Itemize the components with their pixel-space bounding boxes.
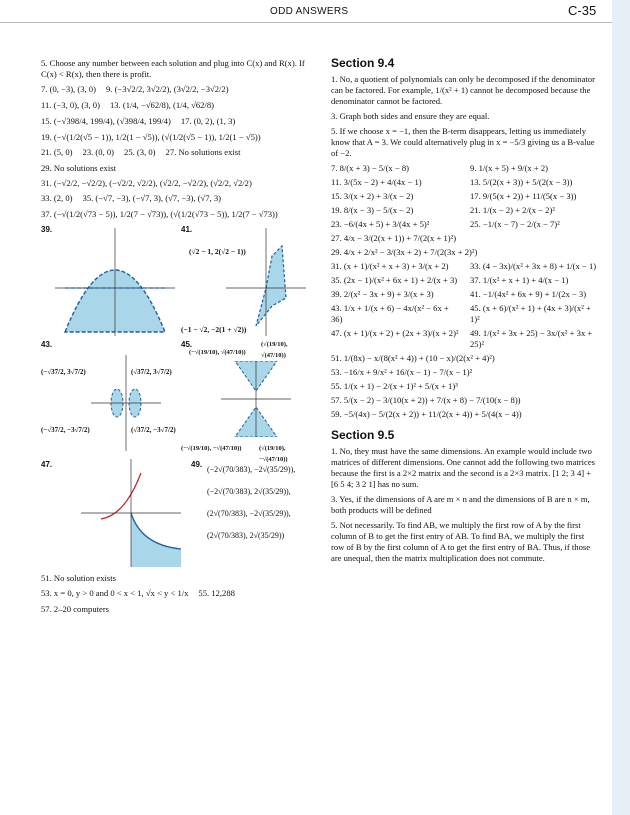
page-number: C-35 bbox=[568, 3, 597, 18]
graph-41-point-lower: (−1 − √2, −2(1 + √2)) bbox=[181, 325, 247, 334]
graph-43-point-2: (√37/2, 3√7/2) bbox=[131, 368, 172, 376]
pf-answer: 41. −1/(4x² + 6x + 9) + 1/(2x − 3) bbox=[470, 289, 587, 299]
answer-7: 7. (0, −3), (3, 0) bbox=[41, 84, 96, 94]
pf-answer: 55. 1/(x + 1) − 2/(x + 1)² + 5/(x + 1)³ bbox=[331, 381, 458, 391]
answer-13: 13. (1/4, −√62/8), (1/4, √62/8) bbox=[109, 100, 214, 110]
answer-55: 55. 12,288 bbox=[198, 588, 235, 598]
pf-answer: 15. 3/(x + 2) + 3/(x − 2) bbox=[331, 191, 414, 201]
pf-answer: 45. (x + 6)/(x² + 1) + (4x + 3)/(x² + 1)² bbox=[470, 303, 591, 324]
answer-9-4-1: 1. No, a quotient of polynomials can only be decomposed if the denominator can be factored. For example, 1/(x² + 1) cannot be decomposed because the denominator cannot be factored. bbox=[331, 74, 595, 106]
answer-49-point-2: (−2√(70/383), 2√(35/29)), bbox=[207, 487, 291, 496]
graph-45-label: 45. bbox=[181, 340, 193, 349]
graph-39 bbox=[55, 228, 175, 336]
header-rule bbox=[0, 22, 612, 23]
section-9-5-heading: Section 9.5 bbox=[331, 428, 395, 442]
graph-47-label: 47. bbox=[41, 460, 53, 469]
pf-answer: 49. 1/(x² + 3x + 25) − 3x/(x² + 3x + 25)² bbox=[470, 328, 593, 349]
pf-answer: 13. 5/(2(x + 3)) + 5/(2(x − 3)) bbox=[470, 177, 573, 187]
answer-9-5-5: 5. Not necessarily. To find AB, we multiply the first row of A by the first column of B to get the first entry of AB. To find BA, we multiply the first row of B by the first column of A to get the first entry of BA. Thus, if those are unequal, then the matrix multiplication does not commute. bbox=[331, 520, 591, 563]
answer-49-label: 49. bbox=[191, 460, 203, 469]
pf-answer: 9. 1/(x + 5) + 9/(x + 2) bbox=[470, 163, 549, 173]
answer-9-4-5: 5. If we choose x = −1, then the B-term disappears, letting us immediately know that A = 3. We could alternatively plug in x = −5/3 giving us a B-value of −2. bbox=[331, 126, 595, 158]
answer-9-4-3: 3. Graph both sides and ensure they are equal. bbox=[331, 111, 490, 121]
answer-31: 31. (−√2/2, −√2/2), (−√2/2, √2/2), (√2/2, −√2/2), (√2/2, √2/2) bbox=[41, 178, 252, 188]
answer-25: 25. (3, 0) bbox=[124, 147, 156, 157]
graph-45-point-1: (−√(19/10), √(47/10)) bbox=[189, 349, 246, 356]
graph-45 bbox=[221, 361, 291, 437]
pf-answer: 35. (2x − 1)/(x² + 6x + 1) + 2/(x + 3) bbox=[331, 275, 458, 285]
pf-answer: 23. −6/(4x + 5) + 3/(4x + 5)² bbox=[331, 219, 430, 229]
graph-45-point-4: (√(19/10), −√(47/10)) bbox=[259, 445, 288, 463]
pf-answer: 53. −16/x + 9/x² + 16/(x − 1) − 7/(x − 1)² bbox=[331, 367, 473, 377]
answer-9: 9. (−3√2/2, 3√2/2), (3√2/2, −3√2/2) bbox=[105, 84, 229, 94]
answer-21: 21. (5, 0) bbox=[41, 147, 73, 157]
answer-37: 37. (−√(1/2(√73 − 5)), 1/2(7 − √73)), (√(1/2(√73 − 5)), 1/2(7 − √73)) bbox=[41, 209, 278, 219]
graph-45-point-3: (−√(19/10), −√(47/10)) bbox=[181, 445, 242, 452]
pf-answer: 17. 9/(5(x + 2)) + 11/(5(x − 3)) bbox=[470, 191, 577, 201]
answer-53: 53. x = 0, y > 0 and 0 < x < 1, √x < y < 1/x bbox=[41, 588, 189, 598]
pf-answer: 29. 4/x + 2/x² − 3/(3x + 2) + 7/(2(3x + 2)²) bbox=[331, 247, 478, 257]
right-column bbox=[331, 58, 599, 568]
pf-answer: 21. 1/(x − 2) + 2/(x − 2)² bbox=[470, 205, 555, 215]
answer-33: 33. (2, 0) bbox=[41, 193, 73, 203]
pf-answer: 27. 4/x − 3/(2(x + 1)) + 7/(2(x + 1)²) bbox=[331, 233, 457, 243]
answer-5: 5. Choose any number between each solution and plug into C(x) and R(x). If C(x) < R(x), then there is profit. bbox=[41, 58, 305, 79]
section-9-4-heading: Section 9.4 bbox=[331, 56, 395, 70]
graph-41-region bbox=[256, 246, 286, 326]
pf-answer: 19. 8/(x − 3) − 5/(x − 2) bbox=[331, 205, 414, 215]
pf-answer: 51. 1/(8x) − x/(8(x² + 4)) + (10 − x)/(2(x² + 4)²) bbox=[331, 353, 495, 363]
answer-19: 19. (−√(1/2(√5 − 1)), 1/2(1 − √5)), (√(1/2(√5 − 1)), 1/2(1 − √5)) bbox=[41, 132, 261, 142]
answer-57: 57. 2–20 computers bbox=[41, 604, 110, 614]
answer-35: 35. (−√7, −3), (−√7, 3), (√7, −3), (√7, 3) bbox=[82, 193, 222, 203]
pf-answer: 25. −1/(x − 7) − 2/(x − 7)² bbox=[470, 219, 560, 229]
pf-answer: 59. −5/(4x) − 5/(2(x + 2)) + 11/(2(x + 4)) + 5/(4(x − 4)) bbox=[331, 409, 522, 419]
pf-answer: 33. (4 − 3x)/(x² + 3x + 8) + 1/(x − 1) bbox=[470, 261, 597, 271]
pf-answer: 7. 8/(x + 3) − 5/(x − 8) bbox=[331, 163, 410, 173]
graph-47-red-curve bbox=[101, 473, 141, 519]
partial-fraction-answers bbox=[331, 163, 599, 420]
answer-51: 51. No solution exists bbox=[41, 573, 116, 583]
pf-answer: 47. (x + 1)/(x + 2) + (2x + 3)/(x + 2)² bbox=[331, 328, 459, 338]
pf-answer: 57. 5/(x − 2) − 3/(10(x + 2)) + 7/(x + 8) − 7/(10(x − 8)) bbox=[331, 395, 521, 405]
answer-49-point-3: (2√(70/383), −2√(35/29)), bbox=[207, 509, 291, 518]
answer-17: 17. (0, 2), (1, 3) bbox=[180, 116, 236, 126]
pf-answer: 11. 3/(5x − 2) + 4/(4x − 1) bbox=[331, 177, 422, 187]
graph-41 bbox=[226, 228, 306, 336]
pf-answer: 39. 2/(x² − 3x + 9) + 3/(x + 3) bbox=[331, 289, 434, 299]
graph-47 bbox=[81, 459, 181, 567]
answer-9-5-1: 1. No, they must have the same dimensions. An example would include two matrices of different dimensions. One cannot add the following two matrices because the first is a 2×2 matrix and the second is a 2×3 matrix. [1 2; 3 4] + [6 5 4; 3 2 1] has no sum. bbox=[331, 446, 596, 489]
pf-answer: 43. 1/x + 1/(x + 6) − 4x/(x² − 6x + 36) bbox=[331, 303, 449, 324]
graph-43-point-4: (√37/2, −3√7/2) bbox=[131, 426, 176, 434]
answer-49 bbox=[207, 459, 295, 547]
answer-29: 29. No solutions exist bbox=[41, 163, 116, 173]
page-edge-band bbox=[612, 0, 630, 815]
graph-47-region bbox=[131, 513, 181, 567]
answer-23: 23. (0, 0) bbox=[82, 147, 115, 157]
answer-49-point-1: (−2√(70/383), −2√(35/29)), bbox=[207, 465, 296, 474]
graph-43-point-1: (−√37/2, 3√7/2) bbox=[41, 368, 86, 376]
graph-43-point-3: (−√37/2, −3√7/2) bbox=[41, 426, 90, 434]
graph-41-label: 41. bbox=[181, 225, 193, 234]
graph-43-label: 43. bbox=[41, 340, 53, 349]
answer-9-5-3: 3. Yes, if the dimensions of A are m × n and the dimensions of B are n × m, both products will be defined bbox=[331, 494, 590, 515]
running-header: ODD ANSWERS bbox=[270, 6, 349, 17]
answer-15: 15. (−√398/4, 199/4), (√398/4, 199/4) bbox=[41, 116, 171, 126]
answer-11: 11. (−3, 0), (3, 0) bbox=[41, 100, 100, 110]
left-column bbox=[41, 58, 313, 619]
answer-27: 27. No solutions exist bbox=[165, 147, 241, 157]
graph-45-point-2: (√(19/10), √(47/10)) bbox=[261, 341, 288, 359]
answer-49-point-4: (2√(70/383), 2√(35/29)) bbox=[207, 531, 285, 540]
pf-answer: 37. 1/(x² + x + 1) + 4/(x − 1) bbox=[470, 275, 569, 285]
graph-39-label: 39. bbox=[41, 225, 53, 234]
graph-41-point-upper: (√2 − 1, 2(√2 − 1)) bbox=[189, 247, 246, 256]
pf-answer: 31. (x + 1)/(x² + x + 3) + 3/(x + 2) bbox=[331, 261, 449, 271]
